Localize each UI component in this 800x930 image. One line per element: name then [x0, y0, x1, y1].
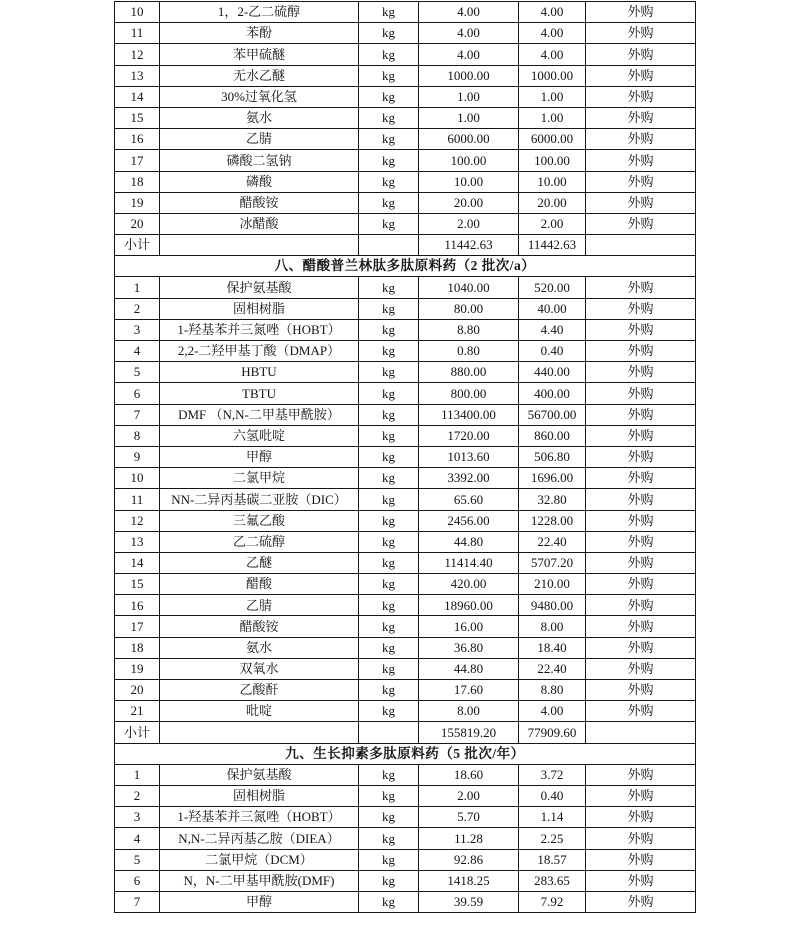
unit-cell: kg — [359, 807, 419, 828]
source-cell: 外购 — [586, 425, 696, 446]
annual-amount-cell: 1.00 — [419, 86, 519, 107]
batch-amount-cell: 8.80 — [519, 680, 586, 701]
table-row — [115, 637, 696, 658]
material-name-cell: 醋酸铵 — [160, 616, 359, 637]
material-name-cell: 乙二硫醇 — [160, 531, 359, 552]
material-name-cell: 二氯甲烷（DCM） — [160, 849, 359, 870]
annual-amount-cell: 1.00 — [419, 107, 519, 128]
batch-amount-cell: 1000.00 — [519, 65, 586, 86]
source-cell: 外购 — [586, 319, 696, 340]
material-name-cell: NN-二异丙基碳二亚胺（DIC） — [160, 489, 359, 510]
material-name-cell: 苯酚 — [160, 23, 359, 44]
material-name-cell: 吡啶 — [160, 701, 359, 722]
table-row — [115, 489, 696, 510]
material-name-cell: 苯甲硫醚 — [160, 44, 359, 65]
annual-amount-cell: 2.00 — [419, 213, 519, 234]
unit-cell: kg — [359, 150, 419, 171]
annual-amount-cell: 11.28 — [419, 828, 519, 849]
table-row — [115, 23, 696, 44]
material-name-cell: 2,2-二羟甲基丁酸（DMAP） — [160, 341, 359, 362]
unit-cell: kg — [359, 277, 419, 298]
annual-amount-cell: 18960.00 — [419, 595, 519, 616]
table-row — [115, 341, 696, 362]
material-name-cell — [160, 722, 359, 743]
unit-cell — [359, 722, 419, 743]
material-name-cell: 1-羟基苯并三氮唑（HOBT） — [160, 807, 359, 828]
source-cell: 外购 — [586, 362, 696, 383]
source-cell: 外购 — [586, 65, 696, 86]
unit-cell: kg — [359, 595, 419, 616]
table-row — [115, 574, 696, 595]
annual-amount-cell: 18.60 — [419, 764, 519, 785]
batch-amount-cell: 4.00 — [519, 44, 586, 65]
source-cell: 外购 — [586, 23, 696, 44]
row-number-cell: 19 — [115, 192, 160, 213]
table-row — [115, 828, 696, 849]
section-header: 八、醋酸普兰林肽多肽原料药（2 批次/a） — [115, 256, 696, 277]
batch-amount-cell: 5707.20 — [519, 552, 586, 573]
row-number-cell: 5 — [115, 362, 160, 383]
row-number-cell: 1 — [115, 277, 160, 298]
source-cell: 外购 — [586, 807, 696, 828]
material-name-cell: 固相树脂 — [160, 298, 359, 319]
unit-cell: kg — [359, 129, 419, 150]
material-name-cell — [160, 235, 359, 256]
row-number-cell: 14 — [115, 552, 160, 573]
source-cell: 外购 — [586, 616, 696, 637]
source-cell: 外购 — [586, 680, 696, 701]
unit-cell: kg — [359, 637, 419, 658]
unit-cell: kg — [359, 680, 419, 701]
source-cell: 外购 — [586, 870, 696, 891]
annual-amount-cell: 8.80 — [419, 319, 519, 340]
table-row — [115, 807, 696, 828]
material-name-cell: HBTU — [160, 362, 359, 383]
material-name-cell: 乙醚 — [160, 552, 359, 573]
table-row — [115, 468, 696, 489]
annual-amount-cell: 155819.20 — [419, 722, 519, 743]
annual-amount-cell: 11442.63 — [419, 235, 519, 256]
batch-amount-cell: 520.00 — [519, 277, 586, 298]
material-name-cell: 醋酸 — [160, 574, 359, 595]
annual-amount-cell: 20.00 — [419, 192, 519, 213]
row-number-cell: 12 — [115, 44, 160, 65]
row-number-cell: 19 — [115, 658, 160, 679]
subtotal-row — [115, 235, 696, 256]
annual-amount-cell: 880.00 — [419, 362, 519, 383]
source-cell: 外购 — [586, 150, 696, 171]
material-name-cell: 乙腈 — [160, 595, 359, 616]
materials-table — [114, 1, 696, 913]
row-number-cell: 4 — [115, 828, 160, 849]
batch-amount-cell: 1.14 — [519, 807, 586, 828]
source-cell: 外购 — [586, 468, 696, 489]
unit-cell: kg — [359, 362, 419, 383]
batch-amount-cell: 32.80 — [519, 489, 586, 510]
row-number-cell: 5 — [115, 849, 160, 870]
table-row — [115, 319, 696, 340]
annual-amount-cell: 4.00 — [419, 23, 519, 44]
unit-cell: kg — [359, 849, 419, 870]
subtotal-label-cell: 小计 — [115, 235, 160, 256]
row-number-cell: 20 — [115, 213, 160, 234]
row-number-cell: 17 — [115, 616, 160, 637]
annual-amount-cell: 11414.40 — [419, 552, 519, 573]
batch-amount-cell: 56700.00 — [519, 404, 586, 425]
source-cell: 外购 — [586, 213, 696, 234]
annual-amount-cell: 1720.00 — [419, 425, 519, 446]
section-header-row — [115, 256, 696, 277]
table-row — [115, 616, 696, 637]
row-number-cell: 13 — [115, 531, 160, 552]
material-name-cell: 甲醇 — [160, 891, 359, 912]
table-row — [115, 213, 696, 234]
unit-cell: kg — [359, 192, 419, 213]
row-number-cell: 10 — [115, 2, 160, 23]
subtotal-label-cell: 小计 — [115, 722, 160, 743]
unit-cell: kg — [359, 489, 419, 510]
source-cell: 外购 — [586, 2, 696, 23]
table-row — [115, 510, 696, 531]
annual-amount-cell: 420.00 — [419, 574, 519, 595]
row-number-cell: 12 — [115, 510, 160, 531]
table-row — [115, 552, 696, 573]
annual-amount-cell: 1418.25 — [419, 870, 519, 891]
annual-amount-cell: 3392.00 — [419, 468, 519, 489]
unit-cell: kg — [359, 383, 419, 404]
source-cell: 外购 — [586, 701, 696, 722]
annual-amount-cell: 1000.00 — [419, 65, 519, 86]
table-row — [115, 171, 696, 192]
source-cell: 外购 — [586, 86, 696, 107]
material-name-cell: 冰醋酸 — [160, 213, 359, 234]
annual-amount-cell: 10.00 — [419, 171, 519, 192]
batch-amount-cell: 4.00 — [519, 701, 586, 722]
unit-cell: kg — [359, 658, 419, 679]
annual-amount-cell: 2.00 — [419, 785, 519, 806]
material-name-cell: 磷酸 — [160, 171, 359, 192]
row-number-cell: 3 — [115, 807, 160, 828]
unit-cell: kg — [359, 107, 419, 128]
batch-amount-cell: 2.00 — [519, 213, 586, 234]
table-row — [115, 531, 696, 552]
unit-cell — [359, 235, 419, 256]
material-name-cell: 二氯甲烷 — [160, 468, 359, 489]
table-row — [115, 129, 696, 150]
row-number-cell: 11 — [115, 23, 160, 44]
row-number-cell: 8 — [115, 425, 160, 446]
batch-amount-cell: 8.00 — [519, 616, 586, 637]
annual-amount-cell: 100.00 — [419, 150, 519, 171]
material-name-cell: 乙酸酐 — [160, 680, 359, 701]
batch-amount-cell: 22.40 — [519, 531, 586, 552]
table-row — [115, 150, 696, 171]
unit-cell: kg — [359, 616, 419, 637]
material-name-cell: 氨水 — [160, 637, 359, 658]
unit-cell: kg — [359, 213, 419, 234]
source-cell: 外购 — [586, 891, 696, 912]
table-row — [115, 2, 696, 23]
row-number-cell: 16 — [115, 595, 160, 616]
row-number-cell: 7 — [115, 891, 160, 912]
unit-cell: kg — [359, 574, 419, 595]
unit-cell: kg — [359, 828, 419, 849]
material-name-cell: 1，2-乙二硫醇 — [160, 2, 359, 23]
table-row — [115, 86, 696, 107]
section-header-row — [115, 743, 696, 764]
annual-amount-cell: 1040.00 — [419, 277, 519, 298]
batch-amount-cell: 40.00 — [519, 298, 586, 319]
unit-cell: kg — [359, 701, 419, 722]
row-number-cell: 21 — [115, 701, 160, 722]
unit-cell: kg — [359, 319, 419, 340]
batch-amount-cell: 1.00 — [519, 107, 586, 128]
batch-amount-cell: 1228.00 — [519, 510, 586, 531]
unit-cell: kg — [359, 425, 419, 446]
row-number-cell: 18 — [115, 171, 160, 192]
annual-amount-cell: 800.00 — [419, 383, 519, 404]
material-name-cell: 甲醇 — [160, 446, 359, 467]
batch-amount-cell: 0.40 — [519, 785, 586, 806]
material-name-cell: N，N-二甲基甲酰胺(DMF) — [160, 870, 359, 891]
annual-amount-cell: 17.60 — [419, 680, 519, 701]
annual-amount-cell: 0.80 — [419, 341, 519, 362]
batch-amount-cell: 18.40 — [519, 637, 586, 658]
material-name-cell: 乙腈 — [160, 129, 359, 150]
row-number-cell: 11 — [115, 489, 160, 510]
unit-cell: kg — [359, 298, 419, 319]
source-cell: 外购 — [586, 107, 696, 128]
source-cell: 外购 — [586, 341, 696, 362]
table-row — [115, 425, 696, 446]
annual-amount-cell: 65.60 — [419, 489, 519, 510]
table-row — [115, 65, 696, 86]
source-cell: 外购 — [586, 785, 696, 806]
batch-amount-cell: 9480.00 — [519, 595, 586, 616]
annual-amount-cell: 36.80 — [419, 637, 519, 658]
annual-amount-cell: 39.59 — [419, 891, 519, 912]
batch-amount-cell: 18.57 — [519, 849, 586, 870]
source-cell: 外购 — [586, 849, 696, 870]
materials-table-body — [115, 2, 696, 913]
table-row — [115, 362, 696, 383]
unit-cell: kg — [359, 86, 419, 107]
source-cell — [586, 722, 696, 743]
material-name-cell: 保护氨基酸 — [160, 277, 359, 298]
material-name-cell: 双氧水 — [160, 658, 359, 679]
source-cell: 外购 — [586, 404, 696, 425]
row-number-cell: 13 — [115, 65, 160, 86]
batch-amount-cell: 1.00 — [519, 86, 586, 107]
annual-amount-cell: 44.80 — [419, 531, 519, 552]
row-number-cell: 20 — [115, 680, 160, 701]
source-cell: 外购 — [586, 637, 696, 658]
source-cell: 外购 — [586, 574, 696, 595]
unit-cell: kg — [359, 870, 419, 891]
row-number-cell: 15 — [115, 574, 160, 595]
annual-amount-cell: 2456.00 — [419, 510, 519, 531]
table-row — [115, 595, 696, 616]
row-number-cell: 16 — [115, 129, 160, 150]
annual-amount-cell: 8.00 — [419, 701, 519, 722]
row-number-cell: 14 — [115, 86, 160, 107]
row-number-cell: 17 — [115, 150, 160, 171]
batch-amount-cell: 440.00 — [519, 362, 586, 383]
batch-amount-cell: 6000.00 — [519, 129, 586, 150]
table-row — [115, 658, 696, 679]
table-row — [115, 383, 696, 404]
batch-amount-cell: 4.40 — [519, 319, 586, 340]
batch-amount-cell: 1696.00 — [519, 468, 586, 489]
annual-amount-cell: 16.00 — [419, 616, 519, 637]
subtotal-row — [115, 722, 696, 743]
source-cell: 外购 — [586, 510, 696, 531]
material-name-cell: 1-羟基苯并三氮唑（HOBT） — [160, 319, 359, 340]
table-row — [115, 680, 696, 701]
batch-amount-cell: 4.00 — [519, 23, 586, 44]
annual-amount-cell: 44.80 — [419, 658, 519, 679]
batch-amount-cell: 3.72 — [519, 764, 586, 785]
table-row — [115, 404, 696, 425]
row-number-cell: 9 — [115, 446, 160, 467]
table-row — [115, 446, 696, 467]
batch-amount-cell: 400.00 — [519, 383, 586, 404]
unit-cell: kg — [359, 65, 419, 86]
unit-cell: kg — [359, 446, 419, 467]
batch-amount-cell: 210.00 — [519, 574, 586, 595]
batch-amount-cell: 2.25 — [519, 828, 586, 849]
material-name-cell: 保护氨基酸 — [160, 764, 359, 785]
material-name-cell: N,N-二异丙基乙胺（DIEA） — [160, 828, 359, 849]
source-cell: 外购 — [586, 129, 696, 150]
source-cell — [586, 235, 696, 256]
row-number-cell: 3 — [115, 319, 160, 340]
source-cell: 外购 — [586, 764, 696, 785]
material-name-cell: 六氢吡啶 — [160, 425, 359, 446]
annual-amount-cell: 92.86 — [419, 849, 519, 870]
row-number-cell: 2 — [115, 785, 160, 806]
table-row — [115, 870, 696, 891]
section-header: 九、生长抑素多肽原料药（5 批次/年） — [115, 743, 696, 764]
batch-amount-cell: 0.40 — [519, 341, 586, 362]
unit-cell: kg — [359, 764, 419, 785]
row-number-cell: 1 — [115, 764, 160, 785]
annual-amount-cell: 1013.60 — [419, 446, 519, 467]
table-row — [115, 764, 696, 785]
unit-cell: kg — [359, 531, 419, 552]
source-cell: 外购 — [586, 383, 696, 404]
table-row — [115, 298, 696, 319]
row-number-cell: 2 — [115, 298, 160, 319]
batch-amount-cell: 22.40 — [519, 658, 586, 679]
material-name-cell: 无水乙醚 — [160, 65, 359, 86]
batch-amount-cell: 11442.63 — [519, 235, 586, 256]
unit-cell: kg — [359, 891, 419, 912]
source-cell: 外购 — [586, 489, 696, 510]
row-number-cell: 7 — [115, 404, 160, 425]
unit-cell: kg — [359, 468, 419, 489]
unit-cell: kg — [359, 23, 419, 44]
source-cell: 外购 — [586, 595, 696, 616]
material-name-cell: DMF （N,N-二甲基甲酰胺） — [160, 404, 359, 425]
material-name-cell: 氨水 — [160, 107, 359, 128]
annual-amount-cell: 113400.00 — [419, 404, 519, 425]
table-row — [115, 849, 696, 870]
batch-amount-cell: 283.65 — [519, 870, 586, 891]
batch-amount-cell: 860.00 — [519, 425, 586, 446]
batch-amount-cell: 506.80 — [519, 446, 586, 467]
source-cell: 外购 — [586, 658, 696, 679]
unit-cell: kg — [359, 171, 419, 192]
annual-amount-cell: 4.00 — [419, 44, 519, 65]
unit-cell: kg — [359, 341, 419, 362]
table-row — [115, 277, 696, 298]
batch-amount-cell: 100.00 — [519, 150, 586, 171]
unit-cell: kg — [359, 404, 419, 425]
source-cell: 外购 — [586, 298, 696, 319]
annual-amount-cell: 4.00 — [419, 2, 519, 23]
batch-amount-cell: 77909.60 — [519, 722, 586, 743]
row-number-cell: 15 — [115, 107, 160, 128]
row-number-cell: 18 — [115, 637, 160, 658]
row-number-cell: 10 — [115, 468, 160, 489]
source-cell: 外购 — [586, 828, 696, 849]
source-cell: 外购 — [586, 192, 696, 213]
source-cell: 外购 — [586, 44, 696, 65]
row-number-cell: 6 — [115, 383, 160, 404]
annual-amount-cell: 5.70 — [419, 807, 519, 828]
unit-cell: kg — [359, 2, 419, 23]
batch-amount-cell: 20.00 — [519, 192, 586, 213]
unit-cell: kg — [359, 552, 419, 573]
material-name-cell: 磷酸二氢钠 — [160, 150, 359, 171]
source-cell: 外购 — [586, 531, 696, 552]
table-row — [115, 785, 696, 806]
annual-amount-cell: 80.00 — [419, 298, 519, 319]
material-name-cell: 醋酸铵 — [160, 192, 359, 213]
material-name-cell: 固相树脂 — [160, 785, 359, 806]
table-row — [115, 701, 696, 722]
unit-cell: kg — [359, 44, 419, 65]
table-row — [115, 107, 696, 128]
table-row — [115, 891, 696, 912]
batch-amount-cell: 7.92 — [519, 891, 586, 912]
table-row — [115, 44, 696, 65]
unit-cell: kg — [359, 510, 419, 531]
row-number-cell: 6 — [115, 870, 160, 891]
row-number-cell: 4 — [115, 341, 160, 362]
material-name-cell: 30%过氧化氢 — [160, 86, 359, 107]
material-name-cell: 三氟乙酸 — [160, 510, 359, 531]
source-cell: 外购 — [586, 552, 696, 573]
batch-amount-cell: 4.00 — [519, 2, 586, 23]
source-cell: 外购 — [586, 446, 696, 467]
table-row — [115, 192, 696, 213]
source-cell: 外购 — [586, 171, 696, 192]
unit-cell: kg — [359, 785, 419, 806]
batch-amount-cell: 10.00 — [519, 171, 586, 192]
source-cell: 外购 — [586, 277, 696, 298]
material-name-cell: TBTU — [160, 383, 359, 404]
annual-amount-cell: 6000.00 — [419, 129, 519, 150]
